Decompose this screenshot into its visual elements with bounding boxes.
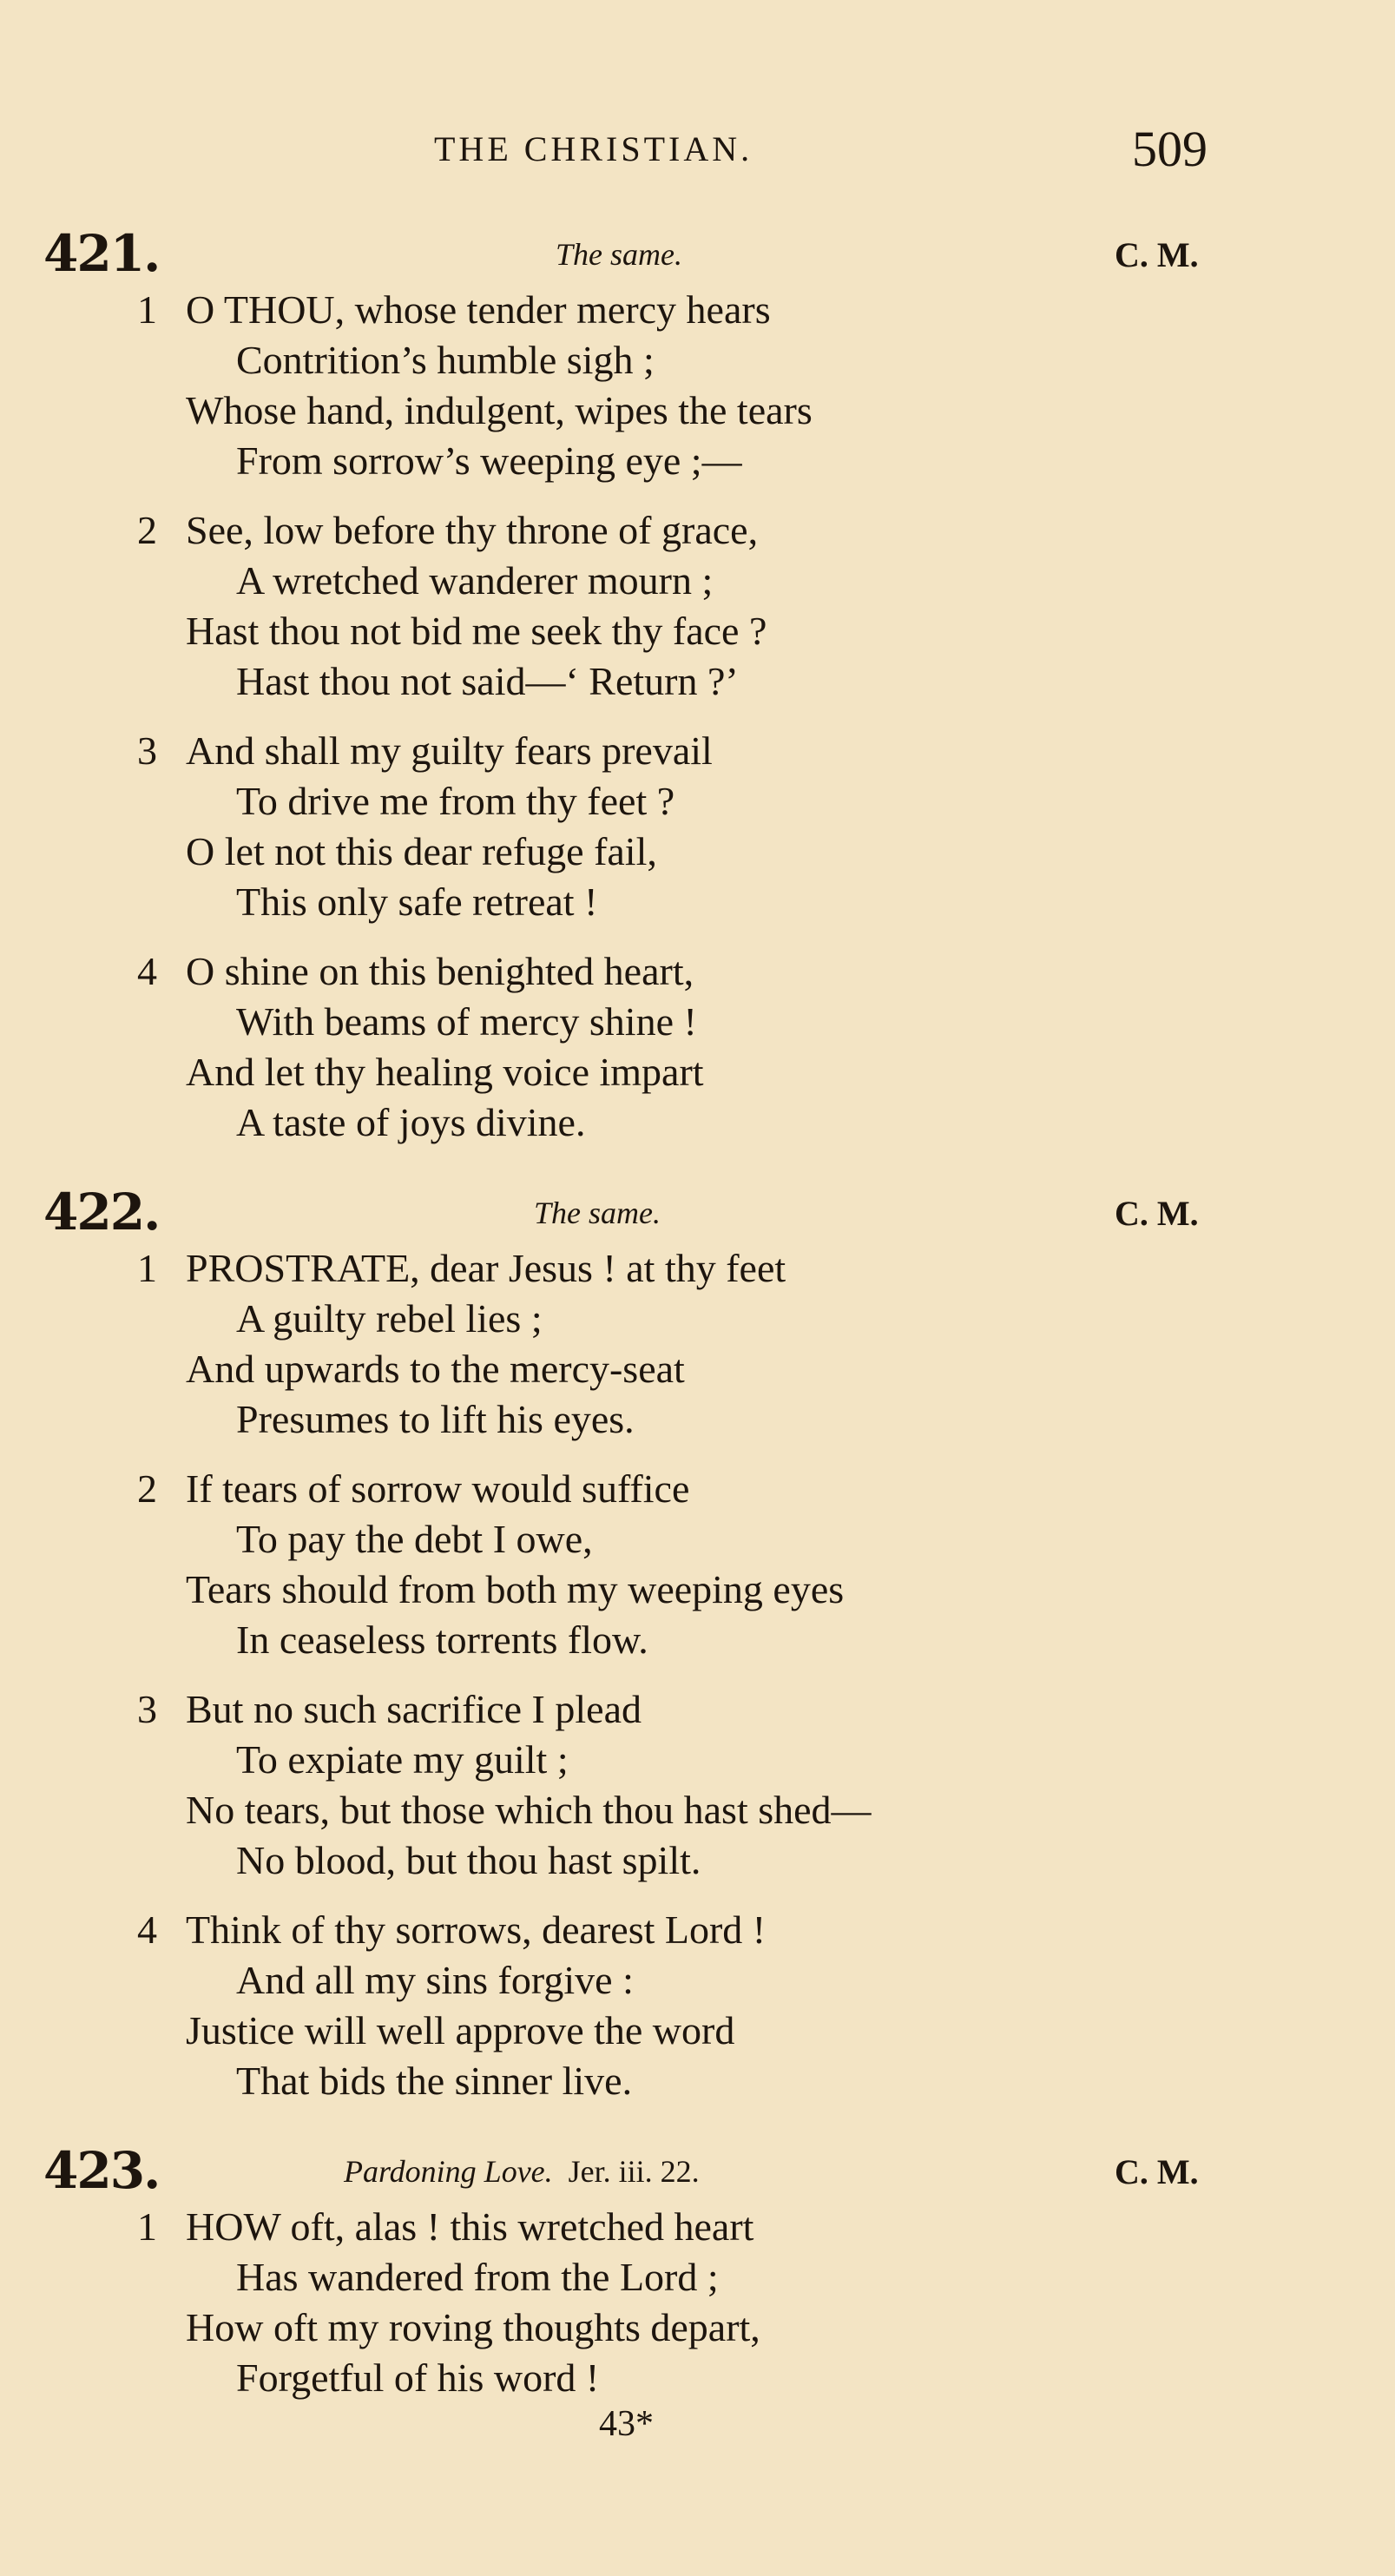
verse-line: A wretched wanderer mourn ; bbox=[236, 558, 714, 603]
hymn-title: The same. bbox=[534, 1196, 661, 1230]
hymn-header bbox=[0, 224, 1395, 285]
verse-line: O let not this dear refuge fail, bbox=[186, 829, 657, 873]
hymn-423 bbox=[0, 2141, 1395, 2422]
page-number: 509 bbox=[1132, 121, 1207, 177]
verse-line: HOW oft, alas ! this wretched heart bbox=[186, 2204, 754, 2249]
verse-line: Whose hand, indulgent, wipes the tears bbox=[186, 388, 813, 432]
stanza-number: 3 bbox=[137, 1687, 157, 1731]
stanza-number: 1 bbox=[137, 1246, 157, 1290]
verse-line: See, low before thy throne of grace, bbox=[186, 508, 759, 552]
stanza bbox=[0, 285, 1395, 486]
verse-line: And upwards to the mercy-seat bbox=[186, 1347, 685, 1391]
verse-line: No tears, but those which thou hast shed— bbox=[186, 1788, 872, 1832]
running-head bbox=[0, 120, 1395, 177]
verse-line: Contrition’s humble sigh ; bbox=[236, 338, 655, 382]
verse-line: Think of thy sorrows, dearest Lord ! bbox=[186, 1907, 767, 1952]
hymn-meter: C. M. bbox=[1115, 1194, 1199, 1233]
stanza bbox=[0, 505, 1395, 707]
verse-line: To drive me from thy feet ? bbox=[236, 779, 675, 823]
stanza bbox=[0, 1905, 1395, 2106]
hymn-reference: Jer. iii. 22. bbox=[568, 2154, 700, 2189]
stanza bbox=[0, 2202, 1395, 2403]
hymn-meter: C. M. bbox=[1115, 235, 1199, 274]
hymn-421 bbox=[0, 224, 1395, 1167]
stanza-number: 3 bbox=[137, 728, 157, 773]
hymn-meter: C. M. bbox=[1115, 2152, 1199, 2191]
verse-line: Presumes to lift his eyes. bbox=[236, 1397, 635, 1441]
verse-line: Has wandered from the Lord ; bbox=[236, 2255, 719, 2299]
stanza bbox=[0, 1464, 1395, 1665]
stanza bbox=[0, 1684, 1395, 1886]
verse-line: From sorrow’s weeping eye ;— bbox=[236, 438, 742, 483]
hymn-number: 421. bbox=[43, 224, 160, 283]
stanza-number: 4 bbox=[137, 1907, 157, 1952]
signature-mark: 43* bbox=[599, 2404, 654, 2444]
verse-line: In ceaseless torrents flow. bbox=[236, 1617, 648, 1662]
verse-line: PROSTRATE, dear Jesus ! at thy feet bbox=[186, 1246, 786, 1290]
verse-line: Justice will well approve the word bbox=[186, 2008, 735, 2052]
verse-line: A guilty rebel lies ; bbox=[236, 1296, 543, 1341]
stanza bbox=[0, 726, 1395, 927]
verse-line: If tears of sorrow would suffice bbox=[186, 1466, 690, 1511]
hymn-header bbox=[0, 2141, 1395, 2202]
stanza bbox=[0, 1243, 1395, 1445]
verse-line: With beams of mercy shine ! bbox=[236, 999, 697, 1044]
running-title: THE CHRISTIAN. bbox=[434, 129, 753, 168]
verse-line: And shall my guilty fears prevail bbox=[186, 728, 713, 773]
stanza-number: 4 bbox=[137, 949, 157, 993]
verse-line: A taste of joys divine. bbox=[236, 1100, 586, 1144]
verse-line: And let thy healing voice impart bbox=[186, 1050, 704, 1094]
stanza bbox=[0, 946, 1395, 1148]
hymn-number: 422. bbox=[43, 1183, 160, 1242]
stanza-number: 2 bbox=[137, 508, 157, 552]
stanza-number: 1 bbox=[137, 2204, 157, 2249]
verse-line: And all my sins forgive : bbox=[236, 1958, 634, 2002]
verse-line: But no such sacrifice I plead bbox=[186, 1687, 642, 1731]
verse-line: That bids the sinner live. bbox=[236, 2059, 633, 2103]
verse-line: Hast thou not said—‘ Return ?’ bbox=[236, 659, 739, 703]
verse-line: Tears should from both my weeping eyes bbox=[186, 1567, 845, 1611]
verse-line: To expiate my guilt ; bbox=[236, 1737, 569, 1782]
hymn-422 bbox=[0, 1183, 1395, 2125]
stanza-number: 1 bbox=[137, 287, 157, 332]
verse-line: How oft my roving thoughts depart, bbox=[186, 2305, 760, 2349]
verse-line: O shine on this benighted heart, bbox=[186, 949, 694, 993]
verse-line: No blood, but thou hast spilt. bbox=[236, 1838, 701, 1882]
hymn-header bbox=[0, 1183, 1395, 1243]
verse-line: O THOU, whose tender mercy hears bbox=[186, 287, 771, 332]
hymn-title: Pardoning Love. Jer. iii. 22. bbox=[344, 2154, 700, 2189]
hymn-number: 423. bbox=[43, 2141, 160, 2200]
verse-line: To pay the debt I owe, bbox=[236, 1517, 593, 1561]
verse-line: This only safe retreat ! bbox=[236, 880, 598, 924]
hymn-title: The same. bbox=[556, 237, 682, 272]
verse-line: Forgetful of his word ! bbox=[236, 2355, 600, 2400]
verse-line: Hast thou not bid me seek thy face ? bbox=[186, 609, 767, 653]
stanza-number: 2 bbox=[137, 1466, 157, 1511]
